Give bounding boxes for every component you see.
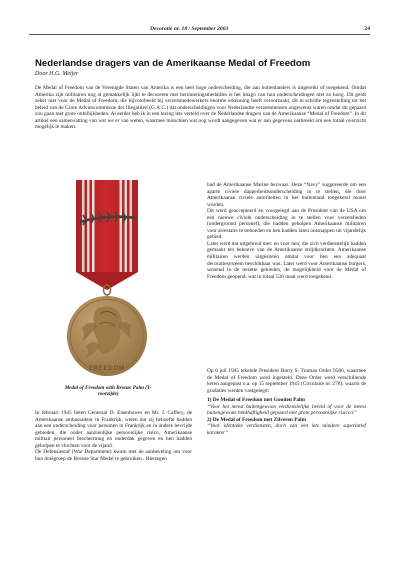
grade-heading-gold: 1) De Medal of Freedom met Gouden Palm — [207, 397, 305, 404]
issue-label: Decoratie nr. 18 / September 2003 — [150, 26, 229, 32]
grade-heading-silver: 2) De Medal of Freedom met Zilveren Palm — [207, 416, 307, 423]
right-paragraph-2: Dit werd geaccepteerd en voorgelegd aan de President van de USA om een nieuwe civiele onderscheiding in te stellen voor verzetslieden (underground personel), die hadden geholpen Amerikaanse militairen voor arrestatie te behoeden en hen hadden laten ontsnappen uit vijandelijk gebied. — [207, 208, 366, 241]
left-paragraph-2: De Defensiestaf (War Department) kwam met de aanbeveling om voor hun doelgroep de Bronze Star Medal te gebruiken.. Hiertegen — [35, 449, 192, 462]
left-column — [35, 410, 192, 462]
page-number: 24 — [364, 26, 370, 32]
medal-disc — [67, 296, 147, 376]
right-paragraph-4: Op 6 juli 1945 tekende President Harry S. Truman Order 9586, waarmee de Medal of Freedom werd ingesteld. Deze Order werd verschillende keren aangepast o.a. op 15 september 1945 (Circulaire nr. 278), waarin de gradaties werden vastgelegd: — [207, 368, 366, 394]
right-paragraph-3: Later werd dat uitgebreid met: en voor hen, die zich verdienstelijk hadden gemaakt ten behoeve van de Amerikaanse strijdkrachten. Amerikaanse militairen werden uitgesloten omdat voor hen een adequaat decoratiesysteem beschikbaar was. Later werd voor Amerikaanse burgers, wonend in de bezette gebieden, de mogelijkheid voor de Medal of Freedom geopend, wat in totaal 536 maal werd toegekend. — [207, 240, 366, 280]
medal-illustration — [52, 178, 162, 390]
right-column-lower — [207, 368, 366, 436]
right-column-upper — [207, 182, 366, 280]
header-rule — [29, 34, 370, 35]
medal-image — [52, 178, 162, 390]
right-paragraph-1: had de Amerikaanse Marine bezwaar. Deze “Navy” suggereerde om een aparte civiele dapperheidsonderscheiding in te stellen, die door Amerikaanse civiele autoriteiten in het buitenland toegekend moest worden. — [207, 182, 366, 208]
running-header — [150, 26, 370, 32]
intro-paragraph: De Medal of Freedom van de Verenigde Staten van Amerika is een heel hoge onderscheiding, die aan buitenlanders is uitgereikt of toegekend. Omdat Amerika zijn militairen nog al gemakkelijk lijkt te decoreren met herinneringsmedailles is het imago van hun onderscheidingen niet zo hoog. Dit geldt zeker niet voor de Medal of Freedom, die bijvoorbeeld bij verzetsmedewerkers enorme erkenning heeft veroorzaakt, dit in schrille tegenstelling tot het beleid van de Grote Adviescommissie der Illegaliteit (G.A.C.) dat onderscheidingen voor Nederlandse verzetsmensen ongewenst waren omdat dit gepaard zou gaan met grote onbillijkheden. Al eerder heb ik in een lezing iets verteld over de Nederlandse dragers van de Amerikaanse “Medal of Freedom”. In dit artikel een samenvatting van wat we er van weten, waarmee misschien wat oog wordt aangegeven wat er aan gegevens ontbreekt om een totaal overzicht mogelijk te maken. — [35, 85, 366, 131]
medal-caption: Medal of Freedom with Bronze Palm (Y-voorzijde) — [64, 385, 152, 398]
ribbon — [76, 180, 138, 290]
left-paragraph-1: In februari 1945 lieten Generaal D. Eisenhower en Mr. J. Caffery, de Amerikaanse ambassadeur in Frankrijk, weten dat zij behoefte hadden aan een onderscheiding voor personen in Frankrijk en in andere bevrijde gebieden, die onder aanzienlijke persoonlijke risico, Amerikaanse militair personeel bescherming en onderdak gegeven en hen hadden geholpen te vluchten voor de vijand. — [35, 410, 192, 449]
grade-quote-gold: “Voor het meest buitengewoon verdienstelijke beleid of voor de meest buitengewone heldhaftigheid gepaard met grote persoonlijke risico’s” — [207, 403, 366, 417]
article-title: Nederlandse dragers van de Amerikaanse Medal of Freedom — [35, 58, 311, 69]
byline: Door H.G. Meijer — [35, 71, 79, 77]
grade-quote-silver: “Voor identieke verdiensten, doch van een iets mindere superlatief karakter” — [207, 423, 366, 436]
medal-inscription: FREEDOM — [89, 366, 125, 372]
